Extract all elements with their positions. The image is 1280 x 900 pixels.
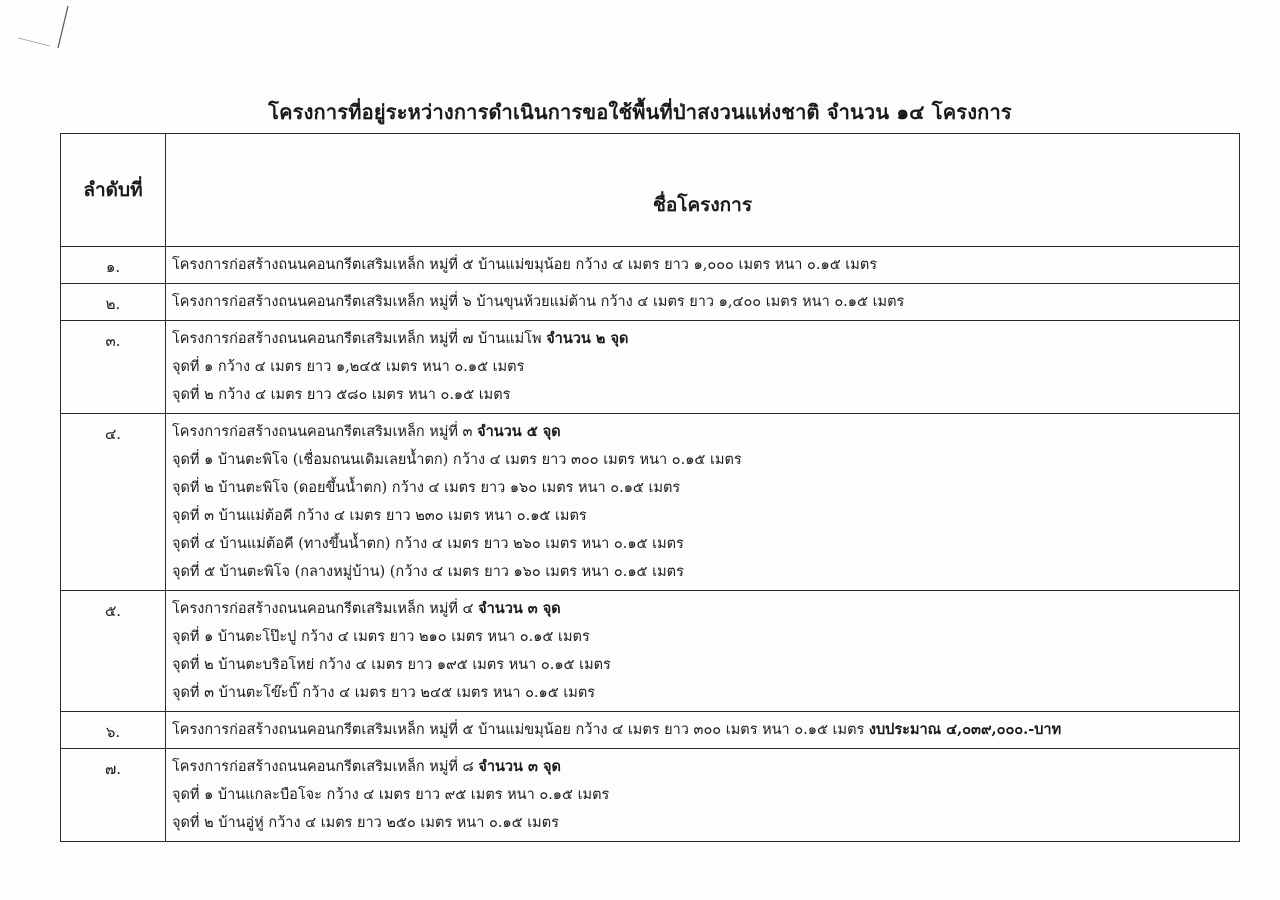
row-number: ๔. xyxy=(61,414,166,591)
line-emphasis: จำนวน ๕ จุด xyxy=(477,423,561,440)
line-text: จุดที่ ๔ บ้านแม่ต้อคี (ทางขึ้นน้ำตก) กว้าง ๔ เมตร ยาว ๒๖๐ เมตร หนา ๐.๑๕ เมตร xyxy=(172,536,684,552)
project-name-line xyxy=(172,418,1233,446)
project-description xyxy=(166,321,1240,414)
line-emphasis: จำนวน ๓ จุด xyxy=(478,600,561,617)
line-text: จุดที่ ๕ บ้านตะพิโจ (กลางหมู่บ้าน) (กว้าง ๔ เมตร ยาว ๑๖๐ เมตร หนา ๐.๑๕ เมตร xyxy=(172,564,684,580)
table-row xyxy=(61,712,1240,749)
table-body xyxy=(61,247,1240,842)
page-title: โครงการที่อยู่ระหว่างการดำเนินการขอใช้พื้นที่ป่าสงวนแห่งชาติ จำนวน ๑๔ โครงการ xyxy=(268,100,1012,124)
project-table xyxy=(60,133,1240,842)
header-name: ชื่อโครงการ xyxy=(166,134,1240,247)
line-text: โครงการก่อสร้างถนนคอนกรีตเสริมเหล็ก หมู่ที่ ๔ xyxy=(172,601,479,617)
project-name-line xyxy=(172,716,1233,744)
line-emphasis: จำนวน ๒ จุด xyxy=(546,330,629,347)
row-number: ๕. xyxy=(61,591,166,712)
line-text: โครงการก่อสร้างถนนคอนกรีตเสริมเหล็ก หมู่ที่ ๖ บ้านขุนห้วยแม่ต้าน กว้าง ๔ เมตร ยาว ๑,๔๐๐ เมตร หนา ๐.๑๕ เมตร xyxy=(172,294,905,310)
line-text: โครงการก่อสร้างถนนคอนกรีตเสริมเหล็ก หมู่ที่ ๕ บ้านแม่ขมุน้อย กว้าง ๔ เมตร ยาว ๓๐๐ เมตร หนา ๐.๑๕ เมตร xyxy=(172,722,869,738)
project-point-line xyxy=(172,651,1233,679)
project-point-line xyxy=(172,381,1233,409)
line-text: โครงการก่อสร้างถนนคอนกรีตเสริมเหล็ก หมู่ที่ ๗ บ้านแม่โพ xyxy=(172,331,547,347)
line-text: โครงการก่อสร้างถนนคอนกรีตเสริมเหล็ก หมู่ที่ ๕ บ้านแม่ขมุน้อย กว้าง ๔ เมตร ยาว ๑,๐๐๐ เมตร หนา ๐.๑๕ เมตร xyxy=(172,257,878,273)
line-text: จุดที่ ๓ บ้านแม่ต้อคี กว้าง ๔ เมตร ยาว ๒๓๐ เมตร หนา ๐.๑๕ เมตร xyxy=(172,508,587,524)
line-text: จุดที่ ๒ บ้านอู่หู่ กว้าง ๔ เมตร ยาว ๒๕๐ เมตร หนา ๐.๑๕ เมตร xyxy=(172,815,559,831)
line-text: โครงการก่อสร้างถนนคอนกรีตเสริมเหล็ก หมู่ที่ ๘ xyxy=(172,759,479,775)
row-number: ๑. xyxy=(61,247,166,284)
project-name-line xyxy=(172,325,1233,353)
line-emphasis: งบประมาณ ๔,๐๓๙,๐๐๐.-บาท xyxy=(868,721,1062,738)
project-point-line xyxy=(172,558,1233,586)
line-text: จุดที่ ๑ กว้าง ๔ เมตร ยาว ๑,๒๔๕ เมตร หนา ๐.๑๕ เมตร xyxy=(172,359,525,375)
line-text: จุดที่ ๒ บ้านตะบริอโหย่ กว้าง ๔ เมตร ยาว ๑๙๕ เมตร หนา ๐.๑๕ เมตร xyxy=(172,657,611,673)
header-number: ลำดับที่ xyxy=(61,134,166,247)
project-point-line xyxy=(172,809,1233,837)
project-point-line xyxy=(172,623,1233,651)
project-point-line xyxy=(172,446,1233,474)
project-point-line xyxy=(172,502,1233,530)
project-description xyxy=(166,712,1240,749)
project-name-line xyxy=(172,251,1233,279)
project-description xyxy=(166,247,1240,284)
project-description xyxy=(166,591,1240,712)
row-number: ๓. xyxy=(61,321,166,414)
row-number: ๗. xyxy=(61,749,166,842)
row-number: ๒. xyxy=(61,284,166,321)
project-point-line xyxy=(172,679,1233,707)
line-text: จุดที่ ๓ บ้านตะโข๊ะบิ๊ กว้าง ๔ เมตร ยาว ๒๔๕ เมตร หนา ๐.๑๕ เมตร xyxy=(172,685,596,701)
project-name-line xyxy=(172,753,1233,781)
project-point-line xyxy=(172,353,1233,381)
table-header-row xyxy=(61,134,1240,247)
table-row xyxy=(61,749,1240,842)
line-emphasis: จำนวน ๓ จุด xyxy=(478,758,561,775)
line-text: จุดที่ ๑ บ้านตะโป๊ะปู กว้าง ๔ เมตร ยาว ๒๑๐ เมตร หนา ๐.๑๕ เมตร xyxy=(172,629,590,645)
line-text: จุดที่ ๑ บ้านตะพิโจ (เชื่อมถนนเดิมเลยน้ำตก) กว้าง ๔ เมตร ยาว ๓๐๐ เมตร หนา ๐.๑๕ เมตร xyxy=(172,452,742,468)
row-number: ๖. xyxy=(61,712,166,749)
table-row xyxy=(61,414,1240,591)
line-text: จุดที่ ๒ บ้านตะพิโจ (ดอยขึ้นน้ำตก) กว้าง ๔ เมตร ยาว ๑๖๐ เมตร หนา ๐.๑๕ เมตร xyxy=(172,480,681,496)
scan-edge-mark xyxy=(0,0,120,60)
project-point-line xyxy=(172,781,1233,809)
table-row xyxy=(61,591,1240,712)
project-name-line xyxy=(172,288,1233,316)
project-point-line xyxy=(172,530,1233,558)
line-text: โครงการก่อสร้างถนนคอนกรีตเสริมเหล็ก หมู่ที่ ๓ xyxy=(172,424,478,440)
line-text: จุดที่ ๑ บ้านแกละบือโจะ กว้าง ๔ เมตร ยาว ๙๕ เมตร หนา ๐.๑๕ เมตร xyxy=(172,787,610,803)
table-row xyxy=(61,247,1240,284)
project-description xyxy=(166,414,1240,591)
line-text: จุดที่ ๒ กว้าง ๔ เมตร ยาว ๕๘๐ เมตร หนา ๐.๑๕ เมตร xyxy=(172,387,511,403)
project-name-line xyxy=(172,595,1233,623)
table-row xyxy=(61,284,1240,321)
project-description xyxy=(166,284,1240,321)
project-point-line xyxy=(172,474,1233,502)
table-row xyxy=(61,321,1240,414)
project-description xyxy=(166,749,1240,842)
